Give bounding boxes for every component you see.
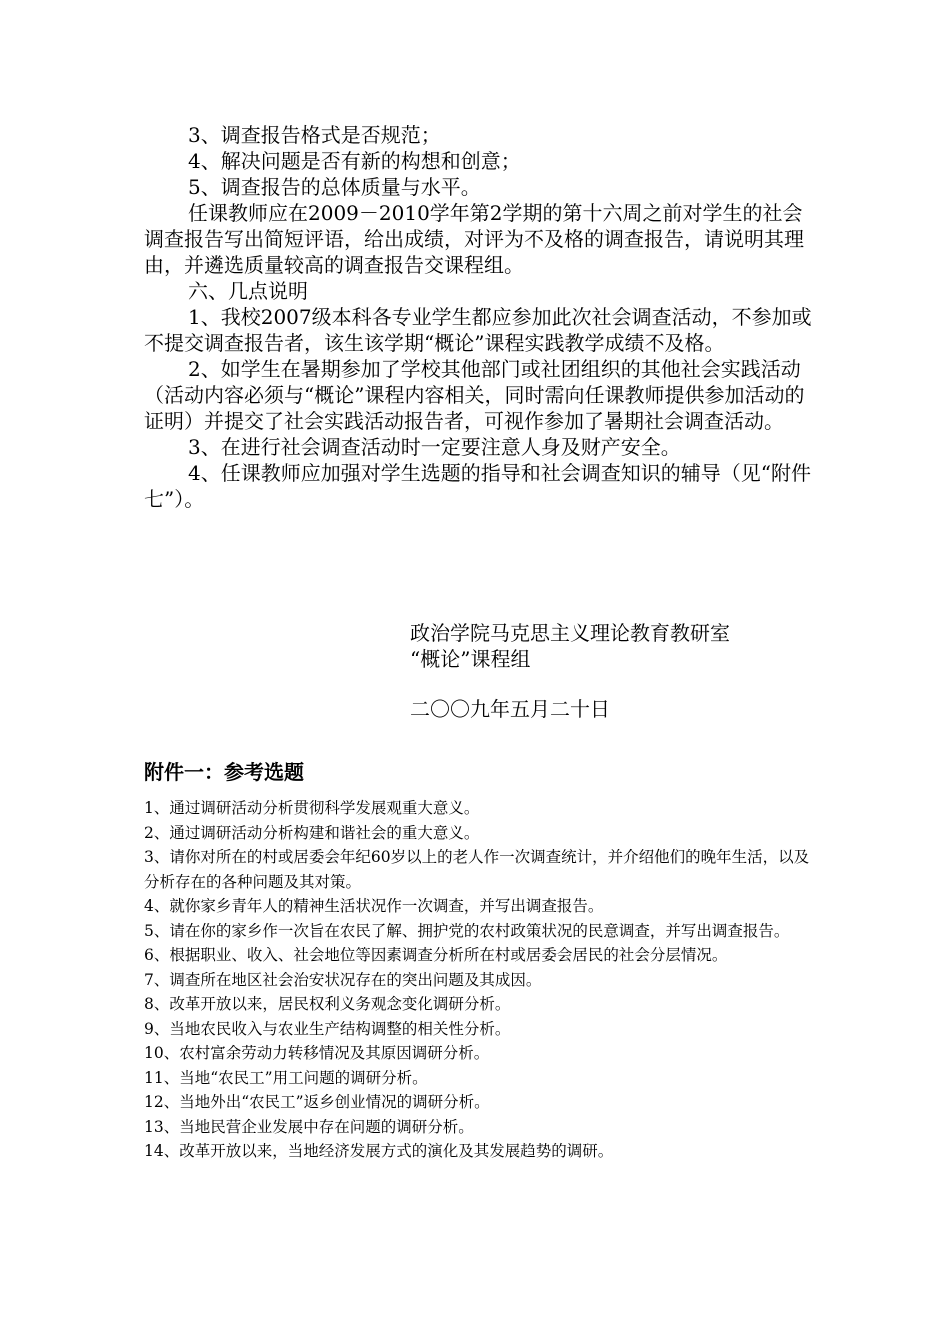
list-item: 9、当地农民收入与农业生产结构调整的相关性分析。	[144, 1019, 511, 1038]
topic-list	[144, 796, 814, 1164]
evaluation-criterion-4: 4、解决问题是否有新的构想和创意；	[188, 149, 521, 173]
signature-group: “概论”课程组	[410, 647, 531, 671]
list-item: 2、通过调研活动分析构建和谐社会的重大意义。	[144, 823, 480, 842]
note-4: 4、任课教师应加强对学生选题的指导和社会调查知识的辅导（见“附件七”）。	[144, 461, 811, 511]
list-item: 4、就你家乡青年人的精神生活状况作一次调查，并写出调查报告。	[144, 897, 604, 915]
note-1: 1、我校2007级本科各专业学生都应参加此次社会调查活动，不参加或不提交调查报告者，该生该学期“概论”课程实践教学成绩不及格。	[144, 305, 812, 355]
list-item: 5、请在你的家乡作一次旨在农民了解、拥护党的农村政策状况的民意调查，并写出调查报告。	[144, 921, 790, 940]
list-item: 6、根据职业、收入、社会地位等因素调查分析所在村或居委会居民的社会分层情况。	[144, 946, 728, 964]
list-item: 12、当地外出“农民工”返乡创业情况的调研分析。	[144, 1093, 490, 1111]
body-text	[144, 122, 812, 512]
evaluation-criterion-3: 3、调查报告格式是否规范；	[188, 123, 441, 147]
signature-date: 二〇〇九年五月二十日	[410, 697, 610, 721]
list-item: 3、请你对所在的村或居委会年纪60岁以上的老人作一次调查统计，并介绍他们的晚年生活，以及分析存在的各种问题及其对策。	[144, 848, 810, 891]
signature-block	[410, 620, 730, 722]
signature-org: 政治学院马克思主义理论教育教研室	[410, 621, 730, 645]
list-item: 11、当地“农民工”用工问题的调研分析。	[144, 1068, 428, 1087]
list-item: 8、改革开放以来，居民权利义务观念变化调研分析。	[144, 995, 511, 1013]
evaluation-criterion-5: 5、调查报告的总体质量与水平。	[188, 175, 481, 199]
list-item: 14、改革开放以来，当地经济发展方式的演化及其发展趋势的调研。	[144, 1142, 614, 1160]
list-item: 13、当地民营企业发展中存在问题的调研分析。	[144, 1117, 474, 1136]
appendix-title: 附件一：参考选题	[144, 760, 304, 784]
note-2: 2、如学生在暑期参加了学校其他部门或社团组织的其他社会实践活动（活动内容必须与“概论”课程内容相关，同时需向任课教师提供参加活动的证明）并提交了社会实践活动报告者，可视作参加了暑期社会调查活动。	[144, 357, 805, 433]
list-item: 10、农村富余劳动力转移情况及其原因调研分析。	[144, 1044, 490, 1062]
teacher-grading-paragraph: 任课教师应在2009－2010学年第2学期的第十六周之前对学生的社会调查报告写出简短评语，给出成绩，对评为不及格的调查报告，请说明其理由，并遴选质量较高的调查报告交课程组。	[144, 201, 804, 277]
list-item: 7、调查所在地区社会治安状况存在的突出问题及其成因。	[144, 970, 542, 989]
section-heading-notes: 六、几点说明	[188, 279, 308, 303]
note-3: 3、在进行社会调查活动时一定要注意人身及财产安全。	[188, 435, 681, 459]
appendix-section	[144, 758, 814, 1164]
list-item: 1、通过调研活动分析贯彻科学发展观重大意义。	[144, 799, 480, 817]
